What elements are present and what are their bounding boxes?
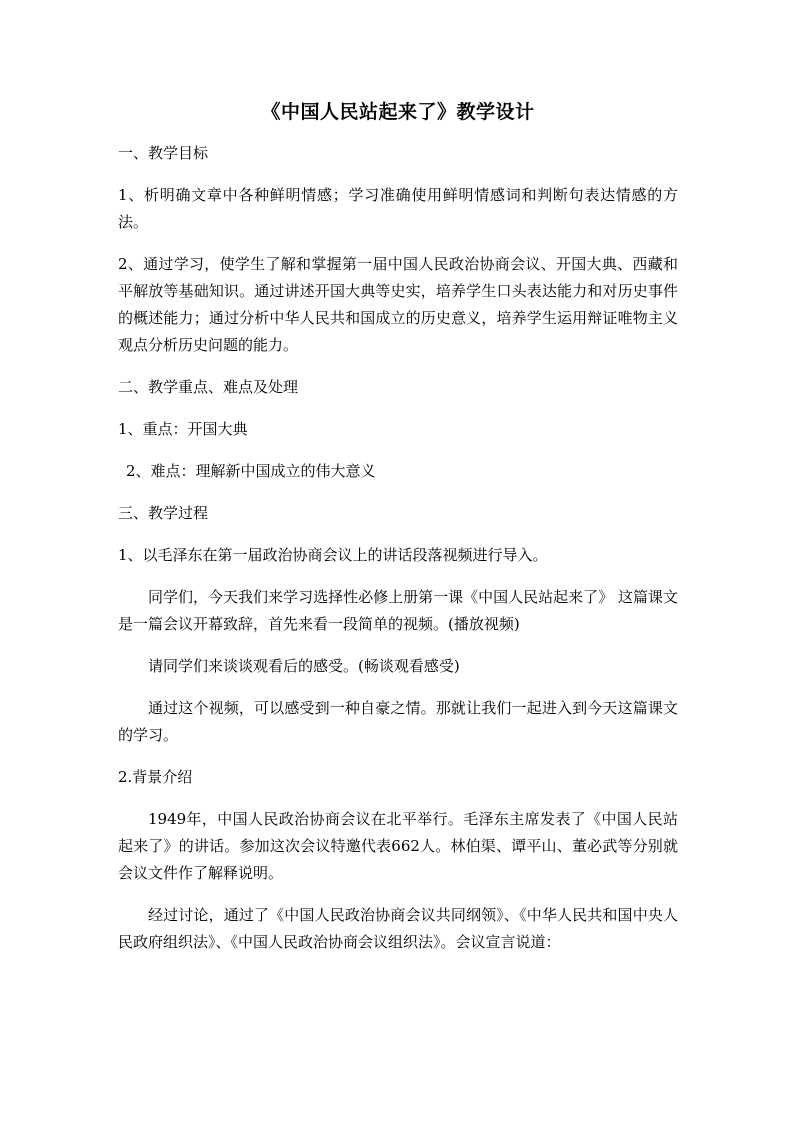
transition-paragraph: 通过这个视频，可以感受到一种自豪之情。那就让我们一起进入到今天这篇课文的学习。 <box>118 699 678 744</box>
heading-key-points: 二、教学重点、难点及处理 <box>118 378 299 396</box>
goal-item-1: 1、析明确文章中各种鲜明情感；学习准确使用鲜明情感词和判断句表达情感的方法。 <box>118 186 678 231</box>
document-title: 《中国人民站起来了》教学设计 <box>261 101 535 123</box>
background-paragraph-1: 1949年，中国人民政治协商会议在北平举行。毛泽东主席发表了《中国人民站起来了》的讲话。参加这次会议特邀代表662人。林伯渠、谭平山、董必武等分别就会议文件作了解释说明。 <box>118 810 678 882</box>
background-paragraph-2: 经过讨论，通过了《中国人民政治协商会议共同纲领》、《中华人民共和国中央人民政府组织法》、《中国人民政治协商会议组织法》。会议宣言说道： <box>118 906 678 951</box>
process-step-1: 1、以毛泽东在第一届政治协商会议上的讲话段落视频进行导入。 <box>118 546 548 564</box>
document-body <box>118 98 678 971</box>
goal-item-2: 2、通过学习，使学生了解和掌握第一届中国人民政治协商会议、开国大典、西藏和平解放等基础知识。通过讲述开国大典等史实，培养学生口头表达能力和对历史事件的概述能力；通过分析中华人民共和国成立的历史意义，培养学生运用辩证唯物主义观点分析历史问题的能力。 <box>118 255 678 354</box>
key-point-item: 1、重点：开国大典 <box>118 420 248 438</box>
intro-paragraph: 同学们，今天我们来学习选择性必修上册第一课《中国人民站起来了》 这篇课文是一篇会议开幕致辞，首先来看一段简单的视频。(播放视频) <box>118 588 678 633</box>
heading-teaching-goals: 一、教学目标 <box>118 144 209 162</box>
heading-teaching-process: 三、教学过程 <box>118 504 209 522</box>
heading-background: 2.背景介绍 <box>118 768 193 786</box>
discussion-paragraph: 请同学们来谈谈观看后的感受。(畅谈观看感受) <box>148 657 460 675</box>
difficulty-item: 2、难点：理解新中国成立的伟大意义 <box>126 462 376 480</box>
